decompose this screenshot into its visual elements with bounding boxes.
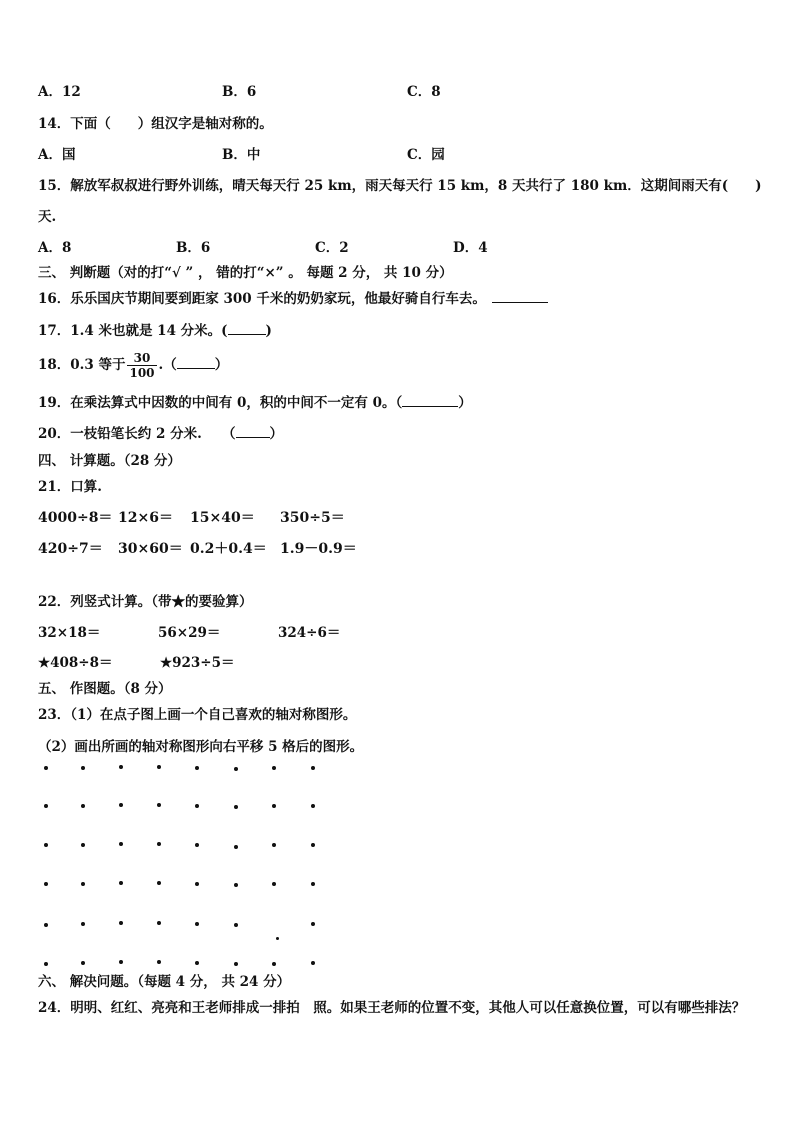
grid-dot: [44, 843, 48, 847]
oral-calc-item: 420÷7＝: [38, 541, 103, 557]
oral-calc-item: 350÷5＝: [280, 510, 345, 526]
grid-dot: [311, 882, 315, 886]
grid-dot: [157, 842, 161, 846]
section-4-heading: 四、 计算题。（28 分）: [38, 453, 181, 469]
grid-dot: [119, 921, 123, 925]
grid-dot: [44, 804, 48, 808]
q15-option-d: D．4: [453, 240, 488, 256]
q16-answer-blank[interactable]: [492, 290, 548, 303]
section-6-heading: 六、 解决问题。（每题 4 分， 共 24 分）: [38, 974, 291, 990]
grid-dot: [119, 960, 123, 964]
grid-dot: [44, 882, 48, 886]
q15-text-cont: 天.: [38, 209, 57, 225]
grid-dot: [311, 961, 315, 965]
q17-line: [38, 322, 272, 340]
grid-dot: [157, 960, 161, 964]
q18-numerator: 30: [127, 351, 156, 366]
grid-dot: [195, 766, 199, 770]
vertical-calc-item: ★923÷5＝: [160, 655, 235, 671]
grid-dot: [276, 937, 279, 940]
q17-answer-blank[interactable]: [228, 322, 266, 335]
grid-dot: [234, 805, 238, 809]
q18-denominator: 100: [129, 366, 155, 380]
q23-part1: 23．（1）在点子图上画一个自己喜欢的轴对称图形。: [38, 707, 357, 723]
q18-fraction: [127, 351, 156, 380]
q20-close-paren: ）: [269, 426, 284, 442]
q19-line: [38, 394, 472, 412]
grid-dot: [272, 804, 276, 808]
grid-dot: [119, 842, 123, 846]
grid-dot: [81, 961, 85, 965]
grid-dot: [81, 804, 85, 808]
grid-dot: [119, 765, 123, 769]
q20-line: [38, 425, 283, 443]
grid-dot: [195, 961, 199, 965]
oral-calc-item: 1.9－0.9＝: [280, 541, 357, 557]
grid-dot: [234, 923, 238, 927]
grid-dot: [272, 766, 276, 770]
q13-option-b: B．6: [222, 84, 257, 100]
grid-dot: [195, 843, 199, 847]
vertical-calc-item: ★408÷8＝: [38, 655, 113, 671]
grid-dot: [195, 922, 199, 926]
grid-dot: [272, 843, 276, 847]
q15-option-b: B．6: [176, 240, 211, 256]
q24-text: 24．明明、红红、亮亮和王老师排成一排拍 照。如果王老师的位置不变，其他人可以任意换位置，可以有哪些排法？: [38, 1000, 746, 1016]
q23-part2: （2）画出所画的轴对称图形向右平移 5 格后的图形。: [38, 739, 364, 755]
q16-line: [38, 290, 548, 308]
grid-dot: [311, 922, 315, 926]
grid-dot: [234, 845, 238, 849]
q15-text: 15．解放军叔叔进行野外训练，晴天每天行 25 km，雨天每天行 15 km，8 天共行了 180 km．这期间雨天有( ): [38, 178, 762, 194]
q20-answer-blank[interactable]: [236, 425, 270, 438]
vertical-calc-item: 56×29＝: [158, 625, 221, 641]
q15-option-a: A．8: [38, 240, 72, 256]
grid-dot: [234, 962, 238, 966]
oral-calc-item: 15×40＝: [190, 510, 255, 526]
q13-option-a: A．12: [38, 84, 81, 100]
grid-dot: [234, 883, 238, 887]
oral-calc-item: 30×60＝: [118, 541, 183, 557]
grid-dot: [44, 962, 48, 966]
q14-option-c: C．园: [407, 147, 445, 163]
grid-dot: [311, 843, 315, 847]
section-5-heading: 五、 作图题。（8 分）: [38, 681, 172, 697]
section-3-heading: 三、 判断题（对的打“√ ” ， 错的打“×” 。 每题 2 分， 共 10 分）: [38, 265, 453, 281]
q13-option-c: C．8: [407, 84, 441, 100]
q18-line: [38, 350, 228, 380]
grid-dot: [44, 766, 48, 770]
q15-option-c: C．2: [315, 240, 349, 256]
oral-calc-item: 0.2＋0.4＝: [190, 541, 267, 557]
q14-text: 14．下面（ ）组汉字是轴对称的。: [38, 116, 273, 132]
q20-text: 20．一枝铅笔长约 2 分米. （: [38, 426, 236, 442]
vertical-calc-item: 32×18＝: [38, 625, 101, 641]
q18-answer-blank[interactable]: [177, 356, 215, 369]
grid-dot: [81, 922, 85, 926]
grid-dot: [272, 882, 276, 886]
grid-dot: [81, 882, 85, 886]
grid-dot: [195, 882, 199, 886]
q16-text: 16．乐乐国庆节期间要到距家 300 千米的奶奶家玩，他最好骑自行车去。: [38, 291, 486, 307]
q18-close-paren: ）: [214, 357, 229, 373]
grid-dot: [119, 881, 123, 885]
q17-close-paren: ): [265, 323, 272, 339]
vertical-calc-item: 324÷6＝: [278, 625, 341, 641]
grid-dot: [157, 803, 161, 807]
grid-dot: [234, 767, 238, 771]
oral-calc-item: 12×6＝: [118, 510, 173, 526]
q21-text: 21．口算.: [38, 479, 102, 495]
q18-post: .（: [158, 357, 177, 373]
q19-answer-blank[interactable]: [402, 394, 458, 407]
q14-option-a: A．国: [38, 147, 76, 163]
grid-dot: [157, 921, 161, 925]
grid-dot: [119, 803, 123, 807]
q14-option-b: B．中: [222, 147, 261, 163]
grid-dot: [311, 804, 315, 808]
grid-dot: [195, 804, 199, 808]
q18-text: 18．0.3 等于: [38, 357, 126, 373]
grid-dot: [81, 843, 85, 847]
grid-dot: [311, 766, 315, 770]
grid-dot: [157, 881, 161, 885]
oral-calc-item: 4000÷8＝: [38, 510, 113, 526]
grid-dot: [157, 765, 161, 769]
grid-dot: [81, 766, 85, 770]
q17-text: 17．1.4 米也就是 14 分米。(: [38, 323, 228, 339]
grid-dot: [272, 962, 276, 966]
q19-text: 19．在乘法算式中因数的中间有 0，积的中间不一定有 0。（: [38, 395, 403, 411]
grid-dot: [44, 923, 48, 927]
q22-text: 22．列竖式计算。（带★的要验算）: [38, 594, 253, 610]
q19-close-paren: ）: [458, 395, 472, 411]
